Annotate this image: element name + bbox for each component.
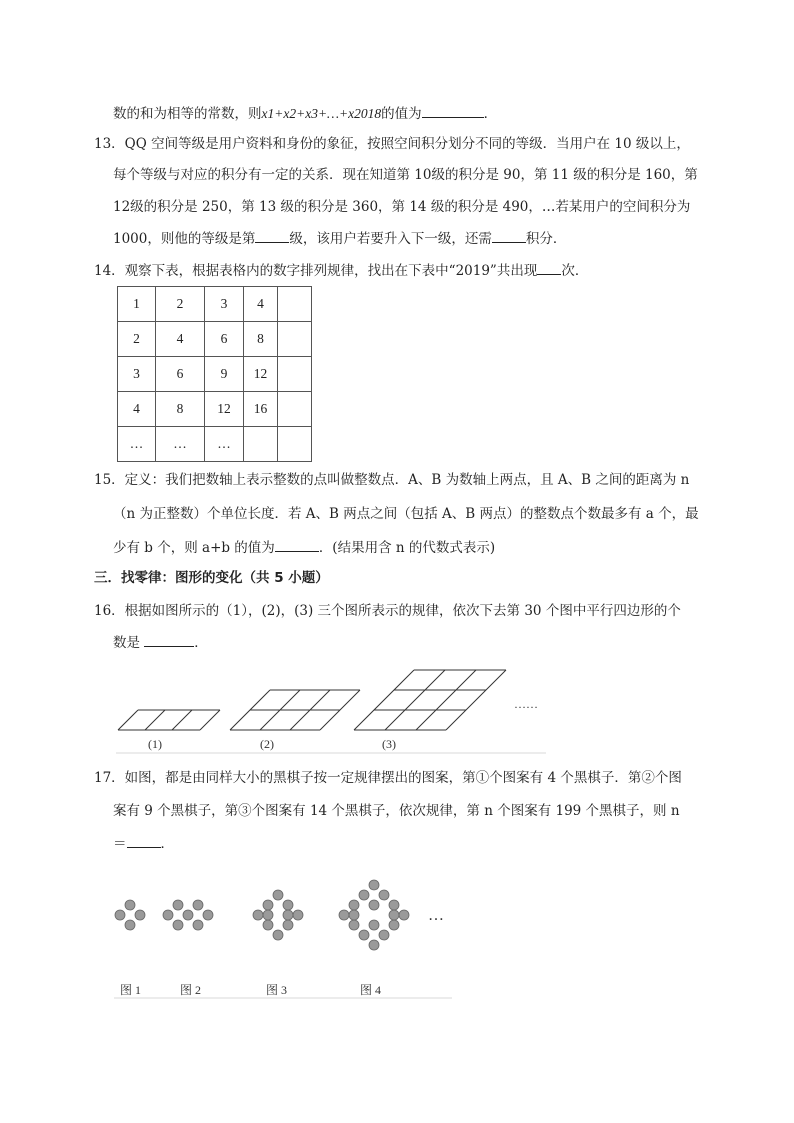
q16-l2b: ． xyxy=(194,635,208,651)
table-cell xyxy=(278,392,312,427)
q17-line-1: 17．如图，都是由同样大小的黑棋子按一定规律摆出的图案，第①个图案有 4 个黑棋子．第②个图 xyxy=(94,770,682,786)
q15-line-3 xyxy=(113,537,495,558)
black-stone xyxy=(253,910,263,920)
black-stone xyxy=(293,910,303,920)
q15-answer-blank[interactable] xyxy=(275,537,319,552)
black-stone xyxy=(349,910,359,920)
table-cell: 12 xyxy=(244,357,278,392)
q12-tail: 的值为 xyxy=(381,106,422,122)
q13-l4b: 级，该用户若要升入下一级，还需 xyxy=(289,231,492,247)
black-stone xyxy=(115,910,125,920)
black-stone xyxy=(193,900,203,910)
q17-go-stone-figure xyxy=(110,860,455,1002)
q15-l3b: ．(结果用含 n 的代数式表示) xyxy=(318,540,496,556)
q12-line xyxy=(113,103,497,124)
q16-figure-1 xyxy=(118,710,220,730)
table-cell: … xyxy=(156,427,205,462)
q13-blank-level[interactable] xyxy=(255,228,289,243)
q17-line-2: 案有 9 个黑棋子，第③个图案有 14 个黑棋子，依次规律，第 n 个图案有 199 个黑棋子，则 n xyxy=(113,803,680,819)
black-stone xyxy=(273,930,283,940)
table-cell: 4 xyxy=(244,287,278,322)
black-stone xyxy=(379,930,389,940)
q12-end: ． xyxy=(483,106,498,122)
black-stone xyxy=(349,920,359,930)
table-cell: … xyxy=(118,427,156,462)
table-row xyxy=(118,427,312,462)
black-stone xyxy=(369,900,379,910)
q13-line-2: 每个等级与对应的积分有一定的关系．现在知道第 10级的积分是 90，第 11 级的积分是 160，第 xyxy=(113,167,698,183)
q17-line-3 xyxy=(113,833,174,854)
black-stone xyxy=(263,900,273,910)
q17-l3a: ＝ xyxy=(113,836,127,852)
black-stone xyxy=(183,910,193,920)
q14-l1a: 14．观察下表，根据表格内的数字排列规律，找出在下表中“2019”共出现 xyxy=(94,263,538,279)
q13-l4a: 1000，则他的等级是第 xyxy=(113,231,256,247)
black-stone xyxy=(263,920,273,930)
section-3-title: 三．找零律：图形的变化（共 5 小题） xyxy=(94,570,329,586)
q14-number-table xyxy=(117,286,312,462)
q13-line-3: 12级的积分是 250，第 13 级的积分是 360，第 14 级的积分是 490，…若某用户的空间积分为 xyxy=(113,199,691,215)
table-cell xyxy=(278,357,312,392)
table-cell: 4 xyxy=(156,322,205,357)
table-cell xyxy=(278,287,312,322)
black-stone xyxy=(283,910,293,920)
black-stone xyxy=(173,900,183,910)
q16-figure-2 xyxy=(230,690,360,730)
table-row xyxy=(118,287,312,322)
table-cell: 3 xyxy=(205,287,244,322)
table-cell: 2 xyxy=(118,322,156,357)
black-stone xyxy=(135,910,145,920)
q17-l3b: ． xyxy=(160,836,174,852)
q13-line-4 xyxy=(113,228,566,249)
table-cell: 12 xyxy=(205,392,244,427)
black-stone xyxy=(173,920,183,930)
table-cell: 2 xyxy=(156,287,205,322)
q13-line-1: 13．QQ 空间等级是用户资料和身份的象征，按照空间积分划分不同的等级．当用户在 10 级以上， xyxy=(94,136,690,152)
q17-fig-label-1: 图 1 xyxy=(120,983,142,997)
table-cell: … xyxy=(205,427,244,462)
q16-line-2 xyxy=(113,632,208,653)
q12-sum-expr: x1+x2+x3+…+x2018 xyxy=(261,106,382,121)
q17-answer-blank[interactable] xyxy=(127,833,161,848)
q17-ellipsis: … xyxy=(428,907,444,924)
q16-line-1: 16．根据如图所示的（1），(2)，(3) 三个图所表示的规律，依次下去第 30 个图中平行四边形的个 xyxy=(94,603,681,619)
table-cell: 1 xyxy=(118,287,156,322)
black-stone xyxy=(359,930,369,940)
table-cell: 6 xyxy=(156,357,205,392)
table-cell: 8 xyxy=(156,392,205,427)
black-stone xyxy=(163,910,173,920)
q14-line-1 xyxy=(94,260,588,281)
table-cell: 9 xyxy=(205,357,244,392)
q16-fig-label-1: (1) xyxy=(148,737,162,751)
black-stone xyxy=(125,900,135,910)
black-stone xyxy=(389,910,399,920)
black-stone xyxy=(339,910,349,920)
black-stone xyxy=(193,920,203,930)
q16-ellipsis: …… xyxy=(514,697,538,711)
q13-l4c: 积分． xyxy=(525,231,567,247)
q16-l2a: 数是 xyxy=(113,635,140,651)
q12-text: 数的和为相等的常数，则 xyxy=(113,106,262,122)
q16-fig-label-3: (3) xyxy=(382,737,396,751)
table-cell: 16 xyxy=(244,392,278,427)
black-stone xyxy=(349,900,359,910)
black-stone xyxy=(399,910,409,920)
q16-fig-label-2: (2) xyxy=(260,737,274,751)
q15-l3a: 少有 b 个，则 a+b 的值为 xyxy=(113,540,275,556)
table-cell: 6 xyxy=(205,322,244,357)
black-stone xyxy=(369,920,379,930)
q13-blank-points[interactable] xyxy=(492,228,526,243)
table-row xyxy=(118,392,312,427)
black-stone xyxy=(203,910,213,920)
black-stone xyxy=(283,920,293,930)
q16-figure-3 xyxy=(354,670,506,730)
table-cell xyxy=(244,427,278,462)
table-cell: 8 xyxy=(244,322,278,357)
table-cell: 4 xyxy=(118,392,156,427)
table-cell: 3 xyxy=(118,357,156,392)
q17-fig-label-2: 图 2 xyxy=(180,983,202,997)
q17-fig-label-3: 图 3 xyxy=(266,983,288,997)
q17-fig-label-4: 图 4 xyxy=(360,983,382,997)
black-stone xyxy=(379,890,389,900)
q14-l1b: 次． xyxy=(561,263,589,279)
table-cell xyxy=(278,322,312,357)
q12-answer-blank[interactable] xyxy=(422,103,484,118)
black-stone xyxy=(359,890,369,900)
black-stone xyxy=(273,890,283,900)
black-stone xyxy=(389,900,399,910)
black-stone xyxy=(125,920,135,930)
black-stone xyxy=(263,910,273,920)
black-stone xyxy=(369,880,379,890)
table-row xyxy=(118,322,312,357)
q15-line-2: （n 为正整数）个单位长度．若 A、B 两点之间（包括 A、B 两点）的整数点个数最多有 a 个，最 xyxy=(113,506,699,522)
black-stone xyxy=(389,920,399,930)
table-cell xyxy=(278,427,312,462)
q16-parallelogram-figure xyxy=(110,660,550,756)
q14-answer-blank[interactable] xyxy=(537,260,561,275)
black-stone xyxy=(283,900,293,910)
table-row xyxy=(118,357,312,392)
black-stone xyxy=(369,940,379,950)
q15-line-1: 15．定义：我们把数轴上表示整数的点叫做整数点．A、B 为数轴上两点，且 A、B 之间的距离为 n xyxy=(94,472,690,488)
q16-answer-blank[interactable] xyxy=(144,632,194,647)
